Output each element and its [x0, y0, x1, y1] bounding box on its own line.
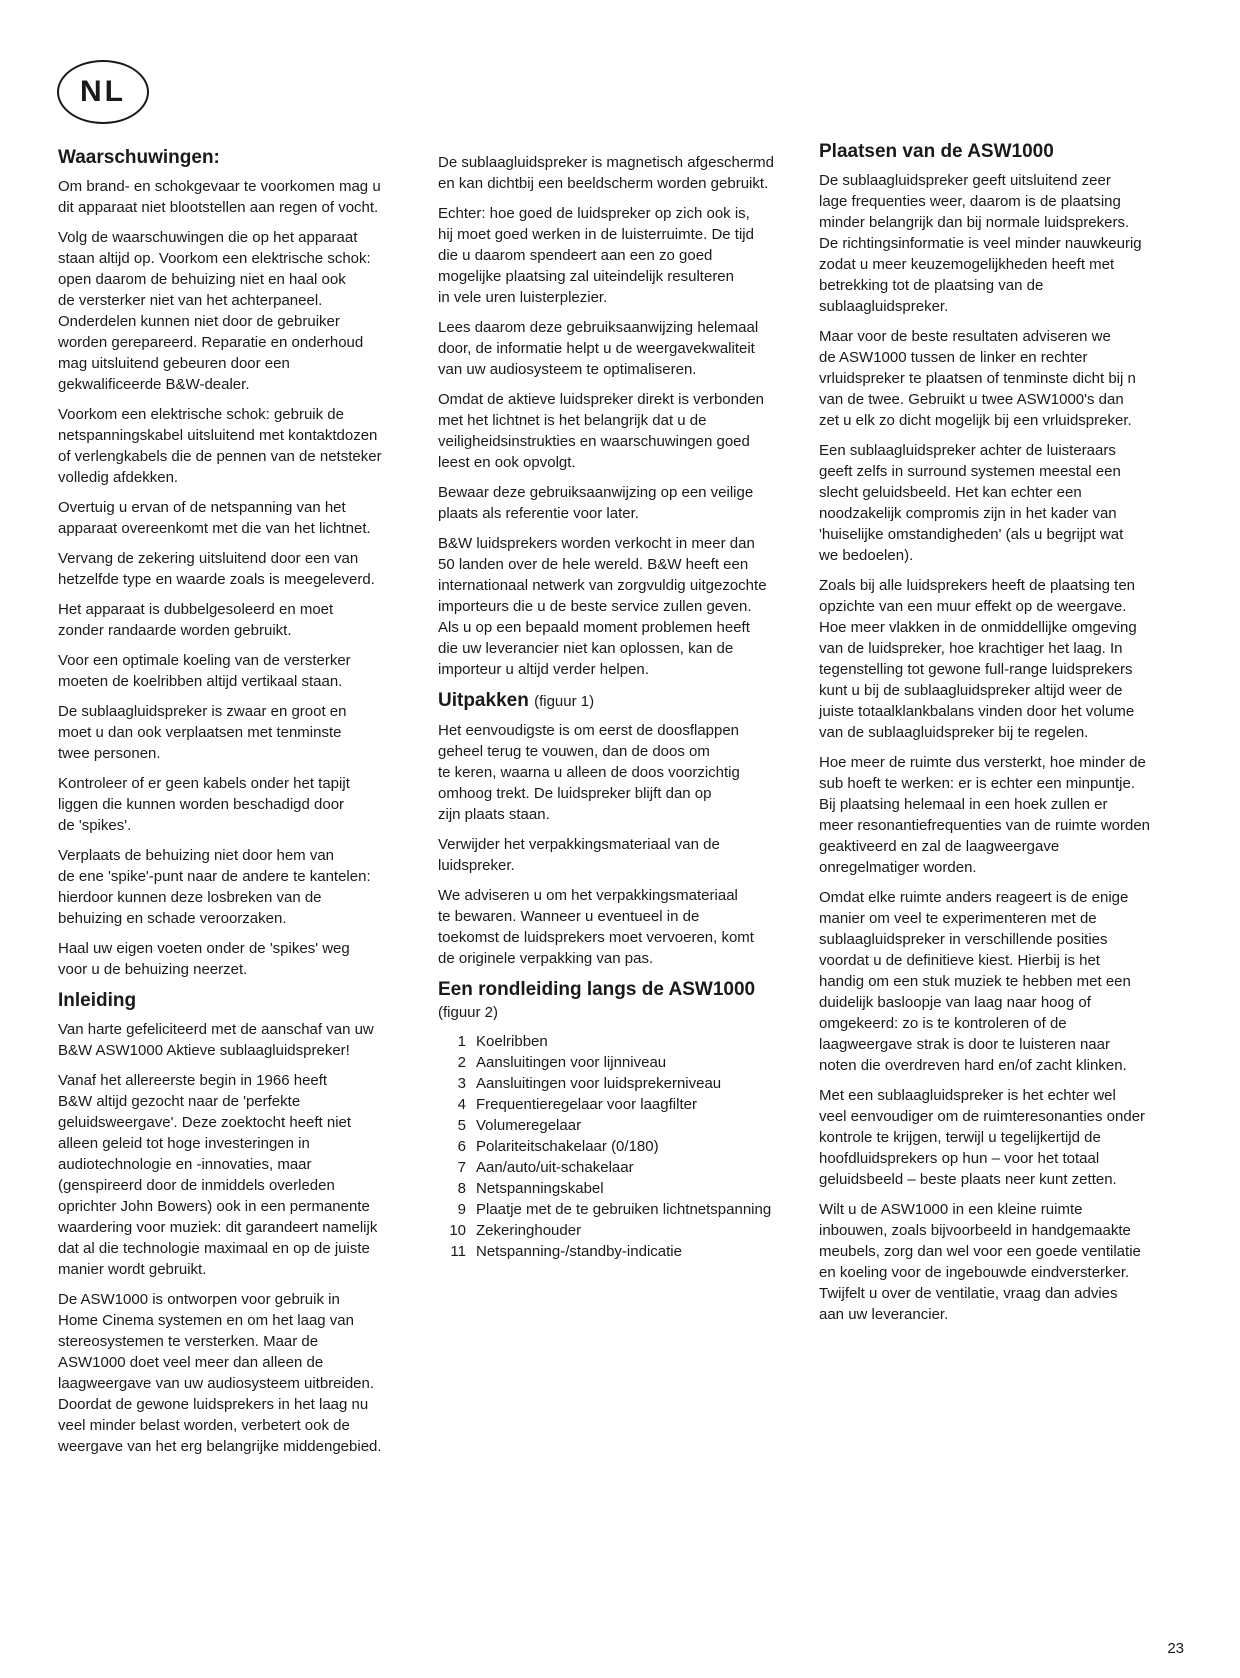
list-item [438, 1220, 804, 1241]
item-number: 8 [457, 1180, 466, 1197]
paragraph: Overtuig u ervan of de netspanning van het apparaat overeenkomt met die van het lichtnet. [58, 499, 371, 537]
paragraph: Verplaats de behuizing niet door hem van de ene 'spike'-punt naar de andere te kantelen: hierdoor kunnen deze losbreken van de behuizing en schade veroorzaken. [58, 847, 371, 927]
paragraph: Bewaar deze gebruiksaanwijzing op een veilige plaats als referentie voor later. [438, 484, 754, 522]
item-number: 6 [457, 1138, 466, 1155]
item-label: Netspanning-/standby-indicatie [476, 1243, 682, 1260]
item-label: Polariteitschakelaar (0/180) [476, 1138, 659, 1155]
paragraph: B&W luidsprekers worden verkocht in meer dan 50 landen over de hele wereld. B&W heeft een internationaal netwerk van zorgvuldig uitgezochte importeurs die u de beste service zullen geven. Als u op een bepaald moment problemen heeft die uw leverancier niet kan oplossen, kan de importeur u altijd verder helpen. [438, 535, 767, 678]
heading-introduction: Inleiding [58, 990, 137, 1011]
list-item [438, 1073, 804, 1094]
list-item [438, 1094, 804, 1115]
item-number: 2 [457, 1054, 466, 1071]
item-number: 7 [457, 1159, 466, 1176]
list-item [438, 1136, 804, 1157]
item-number: 3 [457, 1075, 466, 1092]
item-label: Aan/auto/uit-schakelaar [476, 1159, 634, 1176]
paragraph: Verwijder het verpakkingsmateriaal van de luidspreker. [438, 836, 720, 874]
paragraph: De sublaagluidspreker geeft uitsluitend zeer lage frequenties weer, daarom is de plaatsing minder belangrijk dan bij normale luidsprekers. De richtingsinformatie is veel minder nauwkeurig zodat u meer keuzemogelijkheden heeft met betrekking tot de plaatsing van de sublaagluidspreker. [819, 172, 1142, 315]
paragraph: We adviseren u om het verpakkingsmateriaal te bewaren. Wanneer u eventueel in de toekomst de luidsprekers moet vervoeren, komt de originele verpakking van pas. [438, 887, 754, 967]
item-label: Koelribben [476, 1033, 548, 1050]
paragraph: Het eenvoudigste is om eerst de doosflappen geheel terug te vouwen, dan de doos om te keren, waarna u alleen de doos voorzichtig omhoog trekt. De luidspreker blijft dan op zijn plaats staan. [438, 722, 740, 823]
item-label: Frequentieregelaar voor laagfilter [476, 1096, 697, 1113]
language-badge [57, 60, 149, 124]
paragraph: Wilt u de ASW1000 in een kleine ruimte inbouwen, zoals bijvoorbeeld in handgemaakte meubels, zorg dan wel voor een goede ventilatie en koeling voor de ingebouwde eindversterker. Twijfelt u over de ventilatie, vraag dan advies aan uw leverancier. [819, 1201, 1141, 1323]
list-item [438, 1241, 804, 1262]
item-number: 10 [449, 1222, 466, 1239]
item-label: Aansluitingen voor luidsprekerniveau [476, 1075, 722, 1092]
heading-unpacking-title: Uitpakken [438, 690, 529, 711]
column-1 [58, 146, 422, 1466]
list-item [438, 1199, 804, 1220]
paragraph: Lees daarom deze gebruiksaanwijzing helemaal door, de informatie helpt u de weergavekwaliteit van uw audiosysteem te optimaliseren. [438, 319, 759, 378]
page-number: 23 [1167, 1640, 1184, 1657]
paragraph: De ASW1000 is ontworpen voor gebruik in Home Cinema systemen en om het laag van stereosystemen te versterken. Maar de ASW1000 doet veel meer dan alleen de laagweergave van uw audiosysteem uitbreiden. Doordat de gewone luidsprekers in het laag nu veel minder belast worden, verbetert ook de weergave van het erg belangrijke middengebied. [58, 1291, 382, 1455]
parts-list [438, 1031, 804, 1262]
paragraph: Omdat de aktieve luidspreker direkt is verbonden met het lichtnet is het belangrijk dat u de veiligheidsinstrukties en waarschuwingen goed leest en ook opvolgt. [438, 391, 765, 471]
column-3 [819, 140, 1183, 1334]
heading-placement: Plaatsen van de ASW1000 [819, 141, 1054, 162]
paragraph: Van harte gefeliciteerd met de aanschaf van uw B&W ASW1000 Aktieve sublaagluidspreker! [58, 1021, 374, 1059]
paragraph: Haal uw eigen voeten onder de 'spikes' weg voor u de behuizing neerzet. [58, 940, 350, 978]
paragraph: Hoe meer de ruimte dus versterkt, hoe minder de sub hoeft te werken: er is echter een minpuntje. Bij plaatsing helemaal in een hoek zullen er meer resonantiefrequenties van de ruimte worden geaktiveerd en zal de laagweergave onregelmatiger worden. [819, 754, 1151, 876]
paragraph: De sublaagluidspreker is zwaar en groot en moet u dan ook verplaatsen met tenminste twee personen. [58, 703, 347, 762]
item-label: Aansluitingen voor lijnniveau [476, 1054, 667, 1071]
paragraph: Het apparaat is dubbelgesoleerd en moet zonder randaarde worden gebruikt. [58, 601, 334, 639]
paragraph: Vervang de zekering uitsluitend door een van hetzelfde type en waarde zoals is meegeleverd. [58, 550, 375, 588]
heading-warnings: Waarschuwingen: [58, 147, 220, 168]
item-label: Netspanningskabel [476, 1180, 604, 1197]
item-label: Zekeringhouder [476, 1222, 582, 1239]
item-number: 11 [450, 1243, 466, 1260]
item-label: Plaatje met de te gebruiken lichtnetspanning [476, 1201, 772, 1218]
item-label: Volumeregelaar [476, 1117, 582, 1134]
item-number: 5 [457, 1117, 466, 1134]
column-2 [438, 152, 804, 1262]
figure-reference: (figuur 1) [534, 693, 595, 710]
language-code: NL [80, 75, 126, 108]
heading-tour: Een rondleiding langs de ASW1000 [438, 979, 756, 1000]
list-item [438, 1031, 804, 1052]
figure-reference: (figuur 2) [438, 1004, 499, 1021]
paragraph: Met een sublaagluidspreker is het echter wel veel eenvoudiger om de ruimteresonanties onder kontrole te krijgen, terwijl u tegelijkertijd de hoofdluidsprekers op hun – voor het totaal geluidsbeeld – beste plaats neer kunt zetten. [819, 1087, 1146, 1188]
list-item [438, 1178, 804, 1199]
paragraph: Vanaf het allereerste begin in 1966 heeft B&W altijd gezocht naar de 'perfekte geluidsweergave'. Deze zoektocht heeft niet alleen geleid tot hoge investeringen in audiotechnologie en -innovaties, maar (genspireerd door de inmiddels overleden oprichter John Bowers) ook in een permanente waardering voor muziek: dit garandeert namelijk dat al die technologie maximaal en op de juiste manier wordt gebruikt. [58, 1072, 378, 1278]
paragraph: Voor een optimale koeling van de versterker moeten de koelribben altijd vertikaal staan. [58, 652, 351, 690]
paragraph: De sublaagluidspreker is magnetisch afgeschermd en kan dichtbij een beeldscherm worden gebruikt. [438, 154, 775, 192]
paragraph: Kontroleer of er geen kabels onder het tapijt liggen die kunnen worden beschadigd door de 'spikes'. [58, 775, 350, 834]
item-number: 1 [457, 1033, 466, 1050]
list-item [438, 1052, 804, 1073]
paragraph: Omdat elke ruimte anders reageert is de enige manier om veel te experimenteren met de sublaagluidspreker in verschillende posities voordat u de definitieve kiest. Hierbij is het handig om een stuk muziek te hebben met een duidelijk basloopje van laag naar hoog of omgekeerd: zo is te kontroleren of de laagweergave strak is door te luisteren naar noten die overdreven hard en/of zacht klinken. [819, 889, 1131, 1074]
paragraph: Volg de waarschuwingen die op het apparaat staan altijd op. Voorkom een elektrische schok: open daarom de behuizing niet en haal ook de versterker niet van het achterpaneel. Onderdelen kunnen niet door de gebruiker worden gerepareerd. Reparatie en onderhoud mag uitsluitend gebeuren door een gekwalificeerde B&W-dealer. [58, 229, 371, 393]
paragraph: Voorkom een elektrische schok: gebruik de netspanningskabel uitsluitend met kontaktdozen of verlengkabels die de pennen van de netsteker volledig afdekken. [58, 406, 382, 486]
item-number: 9 [457, 1201, 466, 1218]
item-number: 4 [457, 1096, 466, 1113]
list-item [438, 1157, 804, 1178]
paragraph: Om brand- en schokgevaar te voorkomen mag u dit apparaat niet blootstellen aan regen of vocht. [58, 178, 381, 216]
paragraph: Zoals bij alle luidsprekers heeft de plaatsing ten opzichte van een muur effekt op de weergave. Hoe meer vlakken in de onmiddellijke omgeving van de luidspreker, hoe krachtiger het laag. In tegenstelling tot gewone full-range luidsprekers kunt u bij de sublaagluidspreker altijd weer de juiste totaalklankbalans vinden door het volume van de sublaagluidspreker bij te regelen. [819, 577, 1137, 741]
list-item [438, 1115, 804, 1136]
paragraph: Echter: hoe goed de luidspreker op zich ook is, hij moet goed werken in de luisterruimte. De tijd die u daarom spendeert aan een zo goed mogelijke plaatsing zal uiteindelijk resulteren in vele uren luisterplezier. [438, 205, 754, 306]
paragraph: Maar voor de beste resultaten adviseren we de ASW1000 tussen de linker en rechter vrluidspreker te plaatsen of tenminste dicht bij n van de twee. Gebruikt u twee ASW1000's dan zet u elk zo dicht mogelijk bij een vrluidspreker. [819, 328, 1136, 429]
heading-unpacking [438, 689, 804, 714]
paragraph: Een sublaagluidspreker achter de luisteraars geeft zelfs in surround systemen meestal een slecht geluidsbeeld. Het kan echter een noodzakelijk compromis zijn in het kader van 'huiselijke omstandigheden' (als u begrijpt wat we bedoelen). [819, 442, 1124, 564]
